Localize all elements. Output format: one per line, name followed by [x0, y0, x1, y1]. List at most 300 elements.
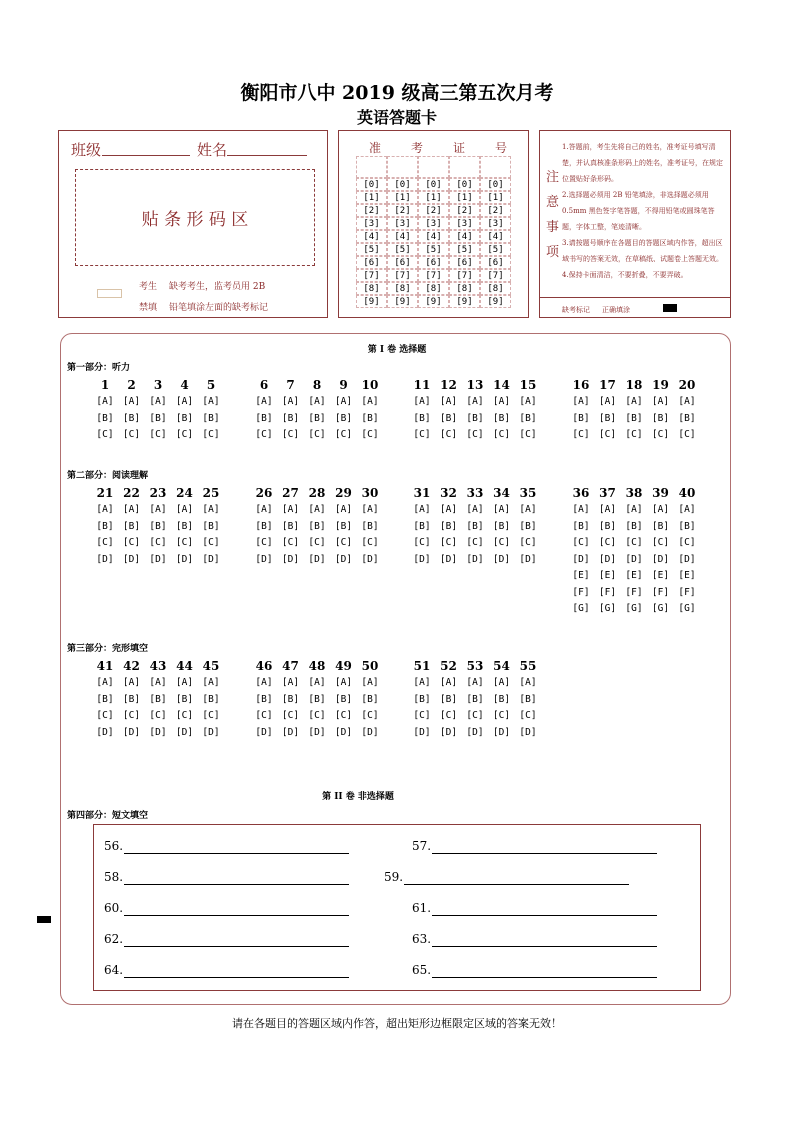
answer-bubble[interactable]: [C] [308, 710, 326, 721]
answer-bubble[interactable]: [A] [439, 504, 458, 515]
answer-bubble[interactable]: [C] [519, 710, 537, 721]
answer-bubble[interactable]: [C] [122, 537, 141, 548]
answer-bubble[interactable]: [C] [202, 710, 220, 721]
exam-id-bubble[interactable]: [8] [356, 282, 387, 295]
answer-bubble[interactable]: [D] [175, 553, 194, 565]
answer-bubble[interactable]: [A] [255, 396, 273, 407]
answer-bubble[interactable]: [C] [281, 537, 300, 548]
answer-bubble[interactable]: [C] [466, 429, 484, 440]
answer-bubble[interactable]: [A] [334, 677, 353, 688]
answer-bubble[interactable]: [D] [334, 553, 353, 565]
answer-bubble[interactable]: [A] [334, 396, 353, 407]
question-number: 23 [149, 486, 167, 500]
answer-bubble[interactable]: [B] [281, 693, 300, 705]
answer-bubble[interactable]: [C] [439, 710, 458, 721]
answer-bubble[interactable]: [D] [678, 553, 696, 565]
answer-bubble[interactable]: [C] [572, 429, 590, 440]
answer-bubble[interactable]: [C] [255, 710, 273, 721]
answer-bubble[interactable]: [B] [466, 412, 484, 424]
answer-bubble[interactable]: [B] [519, 693, 537, 705]
question-number: 33 [466, 486, 484, 500]
answer-bubble[interactable]: [A] [572, 504, 590, 515]
answer-bubble[interactable]: [D] [361, 553, 379, 565]
answer-bubble[interactable]: [B] [202, 412, 220, 424]
exam-id-bubble[interactable]: [3] [449, 217, 480, 230]
exam-id-bubble[interactable]: [7] [418, 269, 449, 282]
answer-bubble[interactable]: [B] [175, 412, 194, 424]
answer-bubble[interactable]: [C] [439, 429, 458, 440]
exam-id-bubble[interactable]: [3] [356, 217, 387, 230]
question-number: 43 [149, 659, 167, 673]
exam-id-bubble[interactable]: [5] [387, 243, 418, 256]
answer-bubble[interactable]: [B] [308, 520, 326, 532]
answer-bubble[interactable]: [B] [281, 412, 300, 424]
answer-bubble[interactable]: [D] [308, 553, 326, 565]
answer-bubble[interactable]: [B] [122, 693, 141, 705]
answer-bubble[interactable]: [A] [492, 504, 511, 515]
fill-item-blank[interactable] [404, 884, 629, 885]
answer-bubble[interactable]: [B] [175, 693, 194, 705]
fill-item-blank[interactable] [432, 946, 657, 947]
answer-bubble[interactable]: [B] [492, 693, 511, 705]
answer-bubble[interactable]: [A] [519, 396, 537, 407]
exam-id-bubble[interactable]: [9] [387, 295, 418, 308]
fill-item-number: 56. [104, 839, 124, 853]
answer-bubble[interactable]: [A] [466, 504, 484, 515]
exam-id-bubble[interactable]: [2] [449, 204, 480, 217]
answer-bubble[interactable]: [D] [519, 726, 537, 738]
answer-bubble[interactable]: [A] [202, 677, 220, 688]
exam-id-bubble[interactable]: [7] [387, 269, 418, 282]
answer-bubble[interactable]: [B] [122, 412, 141, 424]
exam-id-bubble[interactable]: [0] [418, 178, 449, 191]
answer-bubble[interactable]: [C] [651, 429, 670, 440]
answer-bubble[interactable]: [B] [361, 412, 379, 424]
answer-bubble[interactable]: [E] [598, 570, 617, 581]
exam-id-bubble[interactable]: [6] [387, 256, 418, 269]
answer-bubble[interactable]: [A] [96, 396, 114, 407]
answer-bubble[interactable]: [D] [308, 726, 326, 738]
answer-bubble[interactable]: [F] [678, 586, 696, 598]
answer-bubble[interactable]: [B] [439, 520, 458, 532]
exam-id-bubble[interactable]: [6] [418, 256, 449, 269]
answer-bubble[interactable]: [C] [281, 429, 300, 440]
answer-bubble[interactable]: [D] [175, 726, 194, 738]
answer-bubble[interactable]: [G] [625, 603, 643, 614]
exam-id-bubble[interactable]: [8] [387, 282, 418, 295]
answer-bubble[interactable]: [C] [175, 537, 194, 548]
answer-bubble[interactable]: [C] [175, 710, 194, 721]
answer-bubble[interactable]: [G] [678, 603, 696, 614]
answer-bubble[interactable]: [A] [361, 504, 379, 515]
fill-item-blank[interactable] [124, 946, 349, 947]
answer-bubble[interactable]: [A] [466, 396, 484, 407]
answer-bubble[interactable]: [A] [678, 504, 696, 515]
answer-bubble[interactable]: [D] [334, 726, 353, 738]
absent-mark-box[interactable] [97, 289, 122, 298]
answer-bubble[interactable]: [B] [122, 520, 141, 532]
answer-bubble[interactable]: [C] [519, 537, 537, 548]
exam-id-bubble[interactable]: [1] [356, 191, 387, 204]
answer-bubble[interactable]: [D] [413, 553, 431, 565]
exam-id-bubble[interactable]: [4] [356, 230, 387, 243]
answer-bubble[interactable]: [A] [149, 677, 167, 688]
answer-bubble[interactable]: [B] [308, 412, 326, 424]
answer-bubble[interactable]: [A] [651, 396, 670, 407]
answer-bubble[interactable]: [D] [466, 553, 484, 565]
exam-id-bubble[interactable]: [0] [480, 178, 511, 191]
answer-bubble[interactable]: [A] [572, 396, 590, 407]
exam-id-write-cell[interactable] [356, 156, 387, 178]
answer-bubble[interactable]: [B] [255, 412, 273, 424]
answer-bubble[interactable]: [B] [96, 520, 114, 532]
answer-bubble[interactable]: [D] [519, 553, 537, 565]
answer-bubble[interactable]: [C] [466, 537, 484, 548]
exam-id-bubble[interactable]: [4] [480, 230, 511, 243]
answer-bubble[interactable]: [C] [678, 429, 696, 440]
answer-bubble[interactable]: [A] [625, 504, 643, 515]
answer-bubble[interactable]: [D] [149, 726, 167, 738]
answer-bubble[interactable]: [E] [572, 570, 590, 581]
answer-bubble[interactable]: [C] [149, 537, 167, 548]
answer-bubble[interactable]: [F] [572, 586, 590, 598]
answer-bubble[interactable]: [C] [255, 429, 273, 440]
question-number: 32 [440, 486, 457, 500]
answer-bubble[interactable]: [C] [281, 710, 300, 721]
exam-id-bubble[interactable]: [2] [387, 204, 418, 217]
answer-bubble[interactable]: [G] [572, 603, 590, 614]
answer-bubble[interactable]: [A] [413, 504, 431, 515]
fill-item-blank[interactable] [124, 884, 349, 885]
answer-bubble[interactable]: [A] [678, 396, 696, 407]
answer-bubble[interactable]: [C] [439, 537, 458, 548]
answer-bubble[interactable]: [A] [149, 504, 167, 515]
answer-bubble[interactable]: [B] [334, 693, 353, 705]
answer-bubble[interactable]: [A] [439, 677, 458, 688]
answer-bubble[interactable]: [C] [149, 710, 167, 721]
answer-bubble[interactable]: [D] [361, 726, 379, 738]
answer-bubble[interactable]: [A] [281, 504, 300, 515]
answer-bubble[interactable]: [G] [651, 603, 670, 614]
exam-id-bubble[interactable]: [0] [356, 178, 387, 191]
answer-bubble[interactable]: [C] [598, 429, 617, 440]
answer-bubble[interactable]: [A] [413, 396, 431, 407]
exam-id-bubble[interactable]: [5] [480, 243, 511, 256]
exam-id-bubble[interactable]: [8] [480, 282, 511, 295]
question-number: 44 [176, 659, 193, 673]
answer-bubble[interactable]: [A] [308, 504, 326, 515]
answer-bubble[interactable]: [D] [492, 726, 511, 738]
answer-bubble[interactable]: [E] [651, 570, 670, 581]
answer-bubble[interactable]: [B] [439, 412, 458, 424]
exam-id-bubble[interactable]: [8] [449, 282, 480, 295]
answer-bubble[interactable]: [B] [202, 520, 220, 532]
answer-bubble[interactable]: [D] [598, 553, 617, 565]
answer-bubble[interactable]: [A] [255, 504, 273, 515]
answer-bubble[interactable]: [A] [625, 396, 643, 407]
answer-bubble[interactable]: [A] [255, 677, 273, 688]
answer-bubble[interactable]: [D] [281, 726, 300, 738]
answer-bubble[interactable]: [B] [255, 520, 273, 532]
exam-id-bubble[interactable]: [3] [480, 217, 511, 230]
exam-id-bubble[interactable]: [3] [418, 217, 449, 230]
answer-bubble[interactable]: [A] [308, 677, 326, 688]
answer-bubble[interactable]: [D] [255, 553, 273, 565]
answer-bubble[interactable]: [A] [598, 504, 617, 515]
exam-id-box [338, 130, 529, 318]
answer-bubble[interactable]: [C] [572, 537, 590, 548]
exam-id-bubble[interactable]: [6] [449, 256, 480, 269]
exam-id-bubble[interactable]: [4] [418, 230, 449, 243]
answer-bubble[interactable]: [C] [334, 429, 353, 440]
answer-bubble[interactable]: [A] [492, 677, 511, 688]
exam-id-bubble[interactable]: [6] [356, 256, 387, 269]
answer-bubble[interactable]: [A] [361, 396, 379, 407]
exam-id-bubble[interactable]: [5] [418, 243, 449, 256]
answer-bubble[interactable]: [B] [413, 693, 431, 705]
fill-item-blank[interactable] [124, 853, 349, 854]
exam-id-bubble[interactable]: [7] [480, 269, 511, 282]
exam-id-bubble[interactable]: [2] [418, 204, 449, 217]
answer-bubble[interactable]: [B] [651, 412, 670, 424]
answer-bubble[interactable]: [C] [413, 710, 431, 721]
answer-bubble[interactable]: [C] [651, 537, 670, 548]
answer-bubble[interactable]: [D] [149, 553, 167, 565]
exam-id-bubble[interactable]: [4] [449, 230, 480, 243]
section-title: 第二部分：阅读理解 [67, 471, 149, 481]
answer-bubble[interactable]: [A] [519, 504, 537, 515]
exam-id-bubble[interactable]: [6] [480, 256, 511, 269]
answer-bubble[interactable]: [D] [96, 553, 114, 565]
exam-id-bubble[interactable]: [3] [387, 217, 418, 230]
answer-bubble[interactable]: [C] [202, 429, 220, 440]
exam-id-bubble[interactable]: [1] [480, 191, 511, 204]
answer-bubble[interactable]: [B] [334, 520, 353, 532]
answer-bubble[interactable]: [C] [202, 537, 220, 548]
exam-id-bubble[interactable]: [7] [449, 269, 480, 282]
answer-bubble[interactable]: [B] [175, 520, 194, 532]
answer-bubble[interactable]: [A] [175, 504, 194, 515]
answer-bubble[interactable]: [F] [625, 586, 643, 598]
exam-id-bubble[interactable]: [0] [387, 178, 418, 191]
answer-bubble[interactable]: [D] [439, 726, 458, 738]
answer-bubble[interactable]: [D] [572, 553, 590, 565]
answer-bubble[interactable]: [A] [202, 396, 220, 407]
answer-bubble[interactable]: [A] [122, 677, 141, 688]
answer-bubble[interactable]: [B] [598, 412, 617, 424]
answer-bubble[interactable]: [B] [625, 412, 643, 424]
fill-item-blank[interactable] [124, 915, 349, 916]
answer-bubble[interactable]: [C] [413, 537, 431, 548]
answer-bubble[interactable]: [B] [413, 412, 431, 424]
question-number: 50 [361, 659, 379, 673]
answer-bubble[interactable]: [D] [122, 553, 141, 565]
answer-bubble[interactable]: [C] [625, 429, 643, 440]
answer-bubble[interactable]: [D] [466, 726, 484, 738]
name-field[interactable] [227, 155, 307, 156]
answer-bubble[interactable]: [C] [466, 710, 484, 721]
answer-bubble[interactable]: [C] [334, 537, 353, 548]
answer-bubble[interactable]: [B] [492, 412, 511, 424]
answer-bubble[interactable]: [A] [281, 677, 300, 688]
answer-bubble[interactable]: [B] [492, 520, 511, 532]
answer-bubble[interactable]: [B] [651, 520, 670, 532]
answer-bubble[interactable]: [D] [625, 553, 643, 565]
answer-bubble[interactable]: [C] [96, 537, 114, 548]
answer-bubble[interactable]: [F] [598, 586, 617, 598]
answer-bubble[interactable]: [C] [96, 710, 114, 721]
exam-id-bubble[interactable]: [0] [449, 178, 480, 191]
answer-bubble[interactable]: [C] [678, 537, 696, 548]
answer-bubble[interactable]: [B] [572, 412, 590, 424]
notes-box [539, 130, 731, 318]
answer-bubble[interactable]: [C] [361, 710, 379, 721]
fill-item-blank[interactable] [432, 915, 657, 916]
question-number: 26 [255, 486, 273, 500]
answer-bubble[interactable]: [B] [413, 520, 431, 532]
exam-id-write-cell[interactable] [418, 156, 449, 178]
answer-bubble[interactable]: [B] [149, 412, 167, 424]
exam-id-write-cell[interactable] [480, 156, 511, 178]
answer-bubble[interactable]: [D] [202, 726, 220, 738]
exam-id-bubble[interactable]: [9] [449, 295, 480, 308]
answer-bubble[interactable]: [B] [466, 520, 484, 532]
answer-bubble[interactable]: [C] [492, 537, 511, 548]
answer-bubble[interactable]: [A] [202, 504, 220, 515]
answer-bubble[interactable]: [A] [175, 677, 194, 688]
question-number: 49 [335, 659, 352, 673]
exam-id-bubble[interactable]: [9] [480, 295, 511, 308]
answer-bubble[interactable]: [C] [122, 710, 141, 721]
answer-bubble[interactable]: [B] [439, 693, 458, 705]
fill-item-blank[interactable] [432, 853, 657, 854]
answer-bubble[interactable]: [D] [202, 553, 220, 565]
answer-bubble[interactable]: [C] [361, 429, 379, 440]
exam-id-bubble[interactable]: [1] [418, 191, 449, 204]
answer-bubble[interactable]: [C] [175, 429, 194, 440]
answer-bubble[interactable]: [A] [308, 396, 326, 407]
answer-bubble[interactable]: [A] [96, 677, 114, 688]
answer-bubble[interactable]: [B] [678, 520, 696, 532]
answer-bubble[interactable]: [B] [572, 520, 590, 532]
answer-bubble[interactable]: [D] [492, 553, 511, 565]
answer-bubble[interactable]: [B] [202, 693, 220, 705]
answer-bubble[interactable]: [B] [466, 693, 484, 705]
answer-bubble[interactable]: [B] [149, 520, 167, 532]
answer-bubble[interactable]: [A] [439, 396, 458, 407]
answer-bubble[interactable]: [A] [519, 677, 537, 688]
answer-bubble[interactable]: [B] [308, 693, 326, 705]
answer-bubble[interactable]: [B] [255, 693, 273, 705]
answer-bubble[interactable]: [A] [122, 396, 141, 407]
fill-item-blank[interactable] [124, 977, 349, 978]
answer-bubble[interactable]: [A] [598, 396, 617, 407]
answer-bubble[interactable]: [A] [175, 396, 194, 407]
answer-bubble[interactable]: [C] [492, 429, 511, 440]
answer-bubble[interactable]: [A] [334, 504, 353, 515]
answer-bubble[interactable]: [A] [122, 504, 141, 515]
notes-divider [540, 297, 730, 298]
exam-id-bubble[interactable]: [7] [356, 269, 387, 282]
answer-bubble[interactable]: [B] [96, 412, 114, 424]
answer-bubble[interactable]: [B] [281, 520, 300, 532]
answer-bubble[interactable]: [C] [625, 537, 643, 548]
answer-bubble[interactable]: [C] [492, 710, 511, 721]
answer-bubble[interactable]: [B] [625, 520, 643, 532]
answer-bubble[interactable]: [B] [149, 693, 167, 705]
exam-id-bubble[interactable]: [8] [418, 282, 449, 295]
answer-bubble[interactable]: [C] [255, 537, 273, 548]
answer-bubble[interactable]: [G] [598, 603, 617, 614]
answer-bubble[interactable]: [B] [361, 520, 379, 532]
answer-bubble[interactable]: [D] [413, 726, 431, 738]
question-number: 45 [202, 659, 220, 673]
exam-id-write-cell[interactable] [449, 156, 480, 178]
answer-bubble[interactable]: [D] [651, 553, 670, 565]
answer-bubble[interactable]: [C] [308, 429, 326, 440]
exam-id-bubble[interactable]: [1] [387, 191, 418, 204]
answer-bubble[interactable]: [C] [96, 429, 114, 440]
answer-bubble[interactable]: [D] [255, 726, 273, 738]
answer-bubble[interactable]: [E] [678, 570, 696, 581]
exam-id-bubble[interactable]: [1] [449, 191, 480, 204]
exam-id-label-char: 证 [453, 141, 466, 155]
answer-bubble[interactable]: [D] [122, 726, 141, 738]
answer-bubble[interactable]: [D] [439, 553, 458, 565]
exam-id-bubble[interactable]: [9] [418, 295, 449, 308]
exam-id-bubble[interactable]: [5] [356, 243, 387, 256]
answer-bubble[interactable]: [A] [96, 504, 114, 515]
answer-bubble[interactable]: [C] [308, 537, 326, 548]
answer-bubble[interactable]: [F] [651, 586, 670, 598]
answer-bubble[interactable]: [C] [519, 429, 537, 440]
answer-bubble[interactable]: [B] [96, 693, 114, 705]
class-field[interactable] [102, 155, 190, 156]
answer-bubble[interactable]: [A] [651, 504, 670, 515]
answer-bubble[interactable]: [D] [96, 726, 114, 738]
answer-bubble[interactable]: [A] [361, 677, 379, 688]
answer-bubble[interactable]: [C] [413, 429, 431, 440]
answer-bubble[interactable]: [C] [334, 710, 353, 721]
answer-bubble[interactable]: [C] [361, 537, 379, 548]
answer-bubble[interactable]: [C] [598, 537, 617, 548]
question-number: 8 [312, 378, 322, 392]
answer-bubble[interactable]: [B] [361, 693, 379, 705]
answer-bubble[interactable]: [B] [519, 412, 537, 424]
answer-bubble[interactable]: [B] [678, 412, 696, 424]
answer-bubble[interactable]: [A] [466, 677, 484, 688]
exam-id-bubble[interactable]: [5] [449, 243, 480, 256]
answer-bubble[interactable]: [A] [149, 396, 167, 407]
answer-bubble[interactable]: [D] [281, 553, 300, 565]
exam-id-write-cell[interactable] [387, 156, 418, 178]
answer-bubble[interactable]: [A] [281, 396, 300, 407]
answer-bubble[interactable]: [E] [625, 570, 643, 581]
exam-id-bubble[interactable]: [2] [480, 204, 511, 217]
answer-bubble[interactable]: [B] [334, 412, 353, 424]
fill-item-blank[interactable] [432, 977, 657, 978]
answer-bubble[interactable]: [C] [149, 429, 167, 440]
answer-bubble[interactable]: [A] [492, 396, 511, 407]
answer-bubble[interactable]: [A] [413, 677, 431, 688]
answer-bubble[interactable]: [B] [598, 520, 617, 532]
exam-id-bubble[interactable]: [2] [356, 204, 387, 217]
exam-id-bubble[interactable]: [4] [387, 230, 418, 243]
answer-bubble[interactable]: [C] [122, 429, 141, 440]
answer-bubble[interactable]: [B] [519, 520, 537, 532]
fill-in-box [93, 824, 701, 991]
exam-id-bubble[interactable]: [9] [356, 295, 387, 308]
